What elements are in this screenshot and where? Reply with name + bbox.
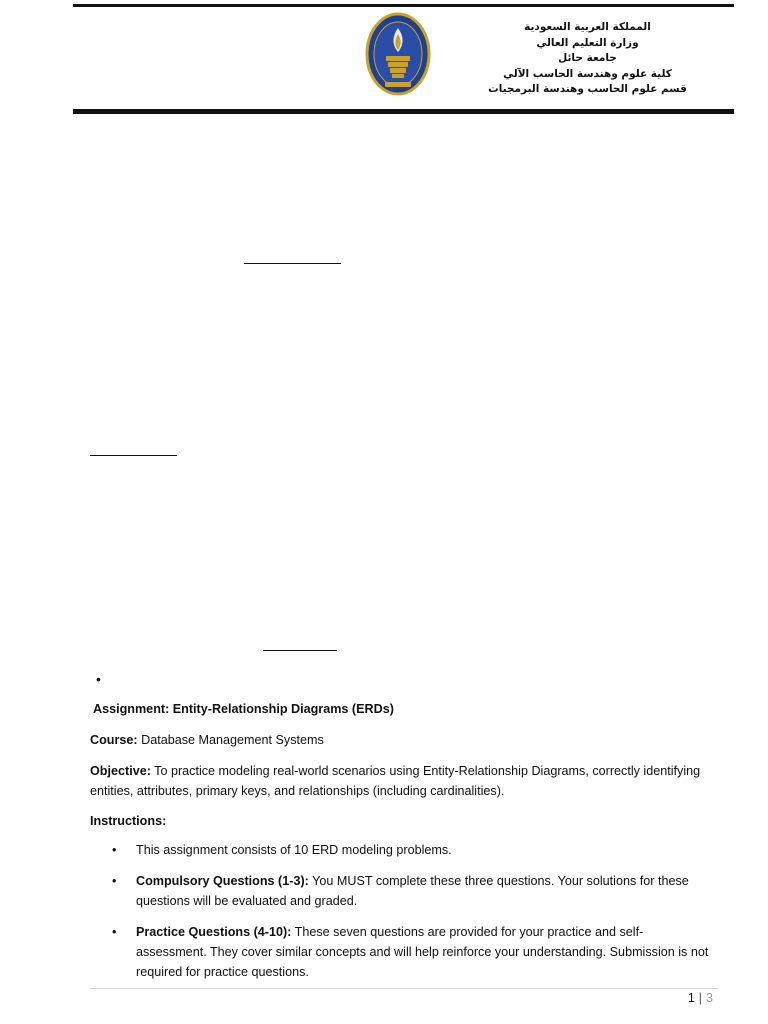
objective-text: To practice modeling real-world scenarios using Entity-Relationship Diagrams, correctly identifying entities, attributes, primary keys, and relationships (including cardinalities). [90, 764, 701, 798]
blank-underline-field [263, 650, 337, 651]
header-top-rule [73, 4, 734, 7]
list-item: • Practice Questions (4-10): These seven questions are provided for your practice and self-assessment. They cover similar concepts and will help reinforce your understanding. Submission is not required for practice questions. [112, 922, 712, 982]
header-line-university: جامعة حائل [558, 52, 617, 64]
page-total: 3 [706, 991, 713, 1005]
header-line-ministry: وزارة التعليم العالي [536, 36, 639, 49]
blank-underline-field [90, 455, 177, 456]
page-separator: | [698, 991, 703, 1005]
blank-underline-field [244, 263, 341, 264]
header-line-college: كلية علوم وهندسة الحاسب الآلي [503, 67, 672, 80]
objective-paragraph [90, 761, 720, 801]
course-value: Database Management Systems [137, 733, 324, 747]
bullet-icon: • [112, 874, 117, 888]
footer-rule [90, 988, 718, 989]
list-item: • This assignment consists of 10 ERD modeling problems. [112, 840, 712, 860]
header-line-department: قسم علوم الحاسب وهندسة البرمجيات [488, 83, 687, 95]
bullet-icon: • [112, 925, 117, 939]
bullet-icon: • [112, 843, 117, 857]
objective-label: Objective: [90, 764, 151, 778]
header-line-country: المملكة العربية السعودية [524, 21, 651, 33]
institution-header [480, 20, 695, 98]
instructions-list [112, 840, 712, 993]
course-line [90, 730, 720, 750]
empty-bullet: • [96, 671, 101, 687]
list-item: • Compulsory Questions (1-3): You MUST complete these three questions. Your solutions for these questions will be evaluated and graded. [112, 871, 712, 911]
page-number [688, 991, 713, 1005]
assignment-title: Assignment: Entity-Relationship Diagrams (ERDs) [93, 702, 394, 716]
course-label: Course: [90, 733, 138, 747]
university-logo [365, 12, 431, 96]
page-current: 1 [687, 991, 695, 1005]
instructions-heading: Instructions: [90, 814, 167, 828]
header-bottom-rule [73, 109, 734, 114]
